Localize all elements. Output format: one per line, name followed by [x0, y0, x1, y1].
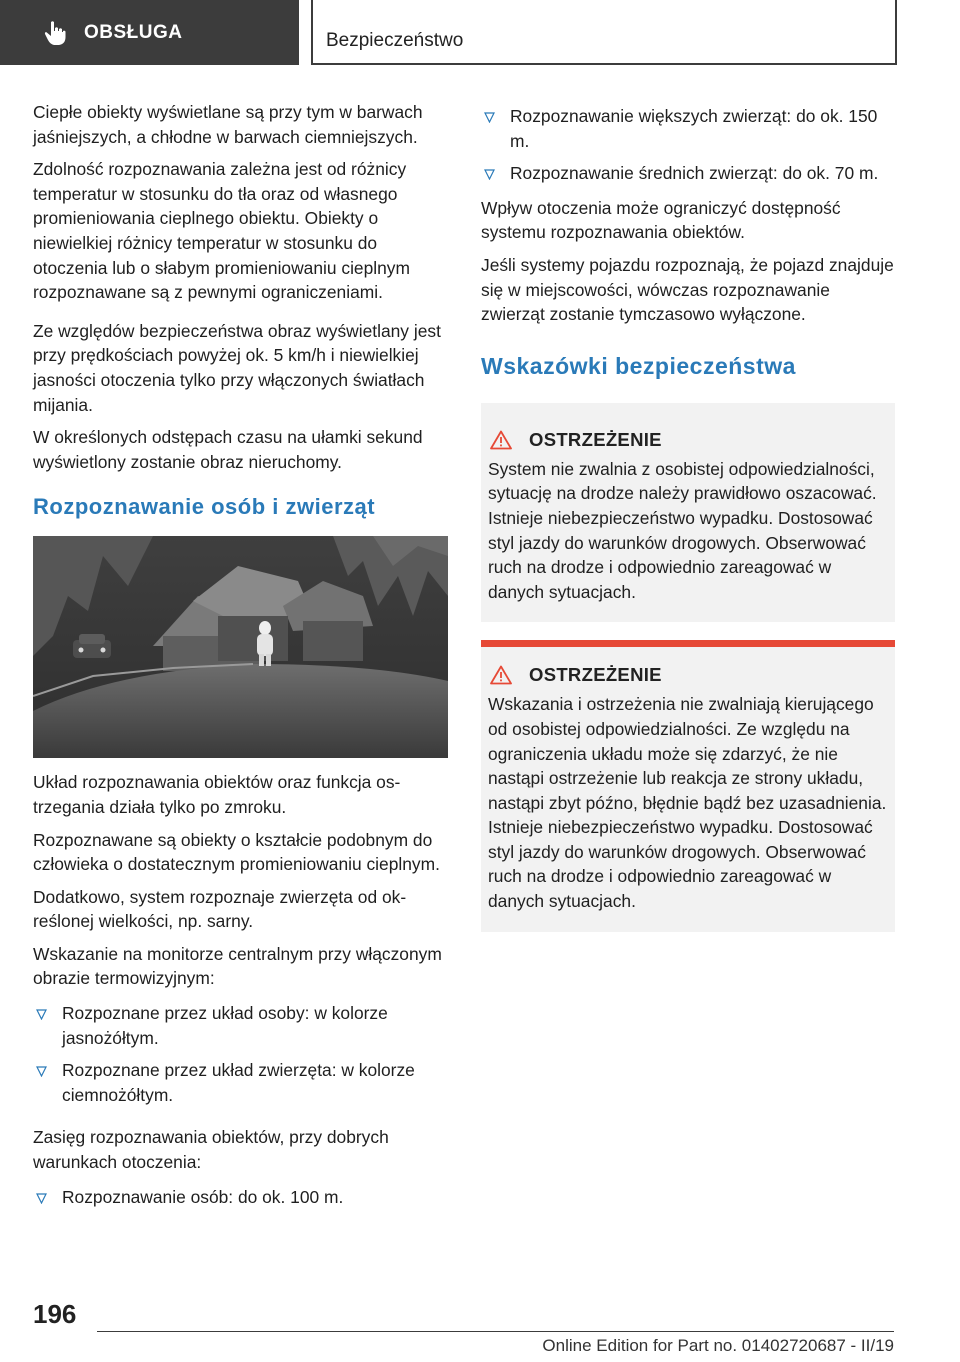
list-item-text: Rozpoznane przez układ osoby: w kolorze jasnożółtym.	[62, 1003, 388, 1048]
paragraph: Wpływ otoczenia może ograniczyć dostępność systemu rozpoznawania obiektów.	[481, 197, 841, 243]
list-item	[481, 161, 895, 186]
paragraph: Zasięg rozpoznawania obiektów, przy dobrych warunkach otoczenia:	[33, 1127, 389, 1173]
paragraph: Układ rozpoznawania obiektów oraz funkcja ostrzegania działa tylko po zmroku.	[33, 772, 401, 817]
footer-divider	[97, 1331, 894, 1332]
paragraph: Dodatkowo, system rozpoznaje zwierzęta od określonej wielkości, np. sarny.	[33, 886, 407, 932]
warning-box	[481, 403, 895, 623]
header-chapter-box	[311, 0, 897, 65]
triangle-bullet-icon	[484, 112, 495, 123]
list-item	[33, 1058, 448, 1107]
bullet-list	[33, 1001, 448, 1107]
header-chapter-label: Bezpieczeństwo	[326, 30, 464, 51]
triangle-bullet-icon	[36, 1066, 47, 1077]
list-item	[481, 104, 895, 153]
bullet-list	[481, 104, 895, 186]
left-column	[33, 100, 448, 1223]
page-number: 196	[33, 1299, 77, 1329]
warning-title: OSTRZEŻENIE	[529, 428, 662, 450]
paragraph: Jeśli systemy pojazdu rozpoznają, że pojazd znajduje się w miejscowości, wówczas rozpoznawanie zwierząt zostanie tymczasowo wyłączone.	[481, 254, 894, 325]
paragraph: Zdolność rozpoznawania zależna jest od różnicy temperatur w stosunku do tła oraz od własnego promieniowania cieplnego obiektu. Obiekty o niewielkiej różnicy temperatur w stosunku do otoczenia lub o słabym promieniowaniu cieplnym rozpoznawane są z pewnymi ograniczeniami.	[33, 159, 410, 303]
warning-triangle-icon	[490, 665, 512, 685]
list-item	[33, 1185, 448, 1210]
right-column	[481, 104, 895, 946]
paragraph: Ciepłe obiekty wyświetlane są przy tym w barwach jaśniejszych, a chłodne w barwach ciemniejszych.	[33, 102, 423, 147]
section-heading: Rozpoznawanie osób i zwierząt	[33, 494, 376, 520]
bullet-list	[33, 1185, 448, 1210]
list-item	[33, 1001, 448, 1050]
warning-text: System nie zwalnia z osobistej odpowiedzialności, sytuację na drodze należy prawidłowo oszacować. Istnieje niebezpieczeństwo wypadku. Dostosować styl jazdy do warunków drogowych. Obserwować ruch na drodze i odpowiednio zareagować w danych sytuacjach.	[488, 458, 877, 602]
paragraph: Rozpoznawane są obiekty o kształcie podobnym do człowieka o dostatecznym promieniowaniu cieplnym.	[33, 829, 440, 875]
warning-header	[488, 664, 888, 686]
list-item-text: Rozpoznane przez układ zwierzęta: w kolorze ciemnożółtym.	[62, 1060, 415, 1105]
triangle-bullet-icon	[36, 1193, 47, 1204]
paragraph: Wskazanie na monitorze centralnym przy włączonym obrazie termowizyjnym:	[33, 943, 442, 989]
warning-header	[488, 429, 888, 451]
section-heading: Wskazówki bezpieczeństwa	[481, 352, 796, 379]
footer-edition: Online Edition for Part no. 01402720687 - II/19	[542, 1336, 894, 1355]
thermal-night-vision-image	[33, 536, 448, 758]
list-item-text: Rozpoznawanie osób: do ok. 100 m.	[62, 1186, 344, 1207]
warning-box	[481, 640, 895, 931]
warning-triangle-icon	[490, 430, 512, 450]
list-item-text: Rozpoznawanie średnich zwierząt: do ok. 70 m.	[510, 163, 879, 184]
hand-pointer-icon	[44, 20, 66, 46]
list-item-text: Rozpoznawanie większych zwierząt: do ok. 150 m.	[510, 106, 878, 151]
triangle-bullet-icon	[36, 1009, 47, 1020]
paragraph: W określonych odstępach czasu na ułamki sekund wyświetlony zostanie obraz nieruchomy.	[33, 427, 423, 472]
warning-title: OSTRZEŻENIE	[529, 664, 662, 686]
paragraph: Ze względów bezpieczeństwa obraz wyświetlany jest przy prędkościach powyżej ok. 5 km/h i niewielkiej jasności otoczenia tylko przy włączonych światłach mijania.	[33, 320, 441, 415]
warning-text: Wskazania i ostrzeżenia nie zwalniają kierującego od osobistej odpowiedzialności. Ze względu na ograniczenia układu może się zdarzyć, że nie nastąpi ostrzeżenie lub reakcja ze strony układu, nastąpi zbyt późno, błędnie bądź bez uzasadnienia. Istnieje niebezpieczeństwo wypadku. Dostosować styl jazdy do warunków drogowych. Obserwować ruch na drodze i odpowiednio zareagować w danych sytuacjach.	[488, 694, 887, 912]
header-section-tab	[0, 0, 299, 65]
triangle-bullet-icon	[484, 169, 495, 180]
header-section-label: OBSŁUGA	[84, 21, 183, 43]
